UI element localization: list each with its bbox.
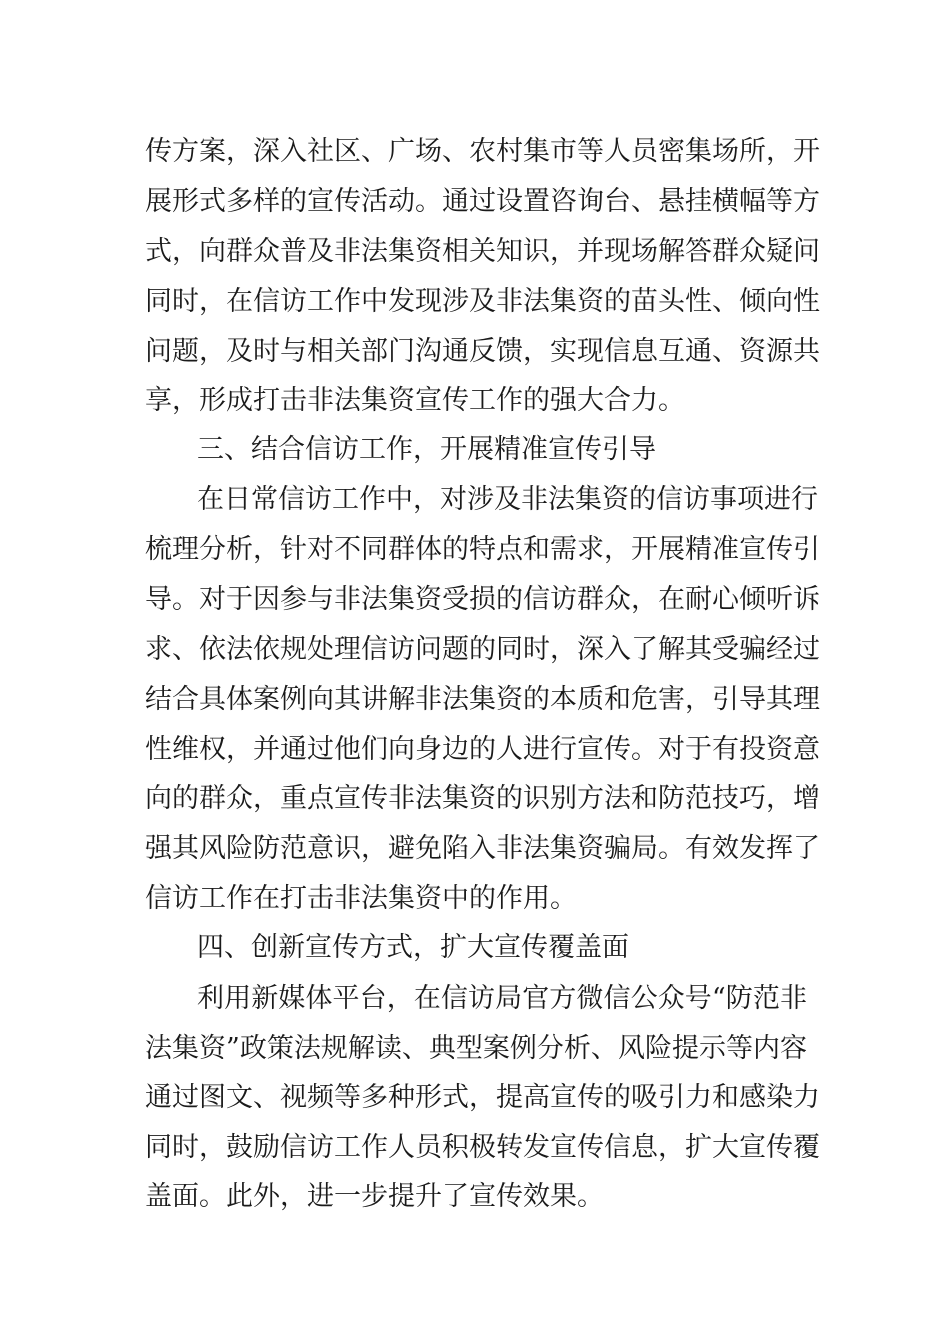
- section-heading-3: 三、结合信访工作，开展精准宣传引导: [197, 434, 656, 465]
- paragraph-2-line-5: 结合具体案例向其讲解非法集资的本质和危害，引导其理: [145, 684, 820, 715]
- paragraph-1-line-2: 展形式多样的宣传活动。通过设置咨询台、悬挂横幅等方: [145, 186, 820, 217]
- paragraph-3-line-2: 法集资”政策法规解读、典型案例分析、风险提示等内容: [145, 1033, 807, 1064]
- paragraph-2-line-2: 梳理分析，针对不同群体的特点和需求，开展精准宣传引: [145, 534, 820, 565]
- paragraph-3-line-5: 盖面。此外，进一步提升了宣传效果。: [145, 1181, 604, 1212]
- paragraph-2-line-7: 向的群众，重点宣传非法集资的识别方法和防范技巧，增: [145, 783, 820, 814]
- paragraph-1-line-5: 问题，及时与相关部门沟通反馈，实现信息互通、资源共: [145, 336, 820, 367]
- paragraph-2-line-9: 信访工作在打击非法集资中的作用。: [145, 883, 577, 914]
- paragraph-3-line-1: 利用新媒体平台，在信访局官方微信公众号“防范非: [197, 983, 807, 1014]
- paragraph-2-line-1: 在日常信访工作中，对涉及非法集资的信访事项进行: [197, 484, 818, 515]
- paragraph-1-line-3: 式，向群众普及非法集资相关知识，并现场解答群众疑问: [145, 236, 820, 267]
- section-heading-4: 四、创新宣传方式，扩大宣传覆盖面: [197, 932, 629, 963]
- paragraph-2-line-3: 导。对于因参与非法集资受损的信访群众，在耐心倾听诉: [145, 584, 820, 615]
- paragraph-2-line-6: 性维权，并通过他们向身边的人进行宣传。对于有投资意: [145, 734, 820, 765]
- paragraph-1-line-1: 传方案，深入社区、广场、农村集市等人员密集场所，开: [145, 136, 820, 167]
- paragraph-3-line-4: 同时，鼓励信访工作人员积极转发宣传信息，扩大宣传覆: [145, 1132, 820, 1163]
- paragraph-1-line-6: 享，形成打击非法集资宣传工作的强大合力。: [145, 385, 685, 416]
- paragraph-2-line-8: 强其风险防范意识，避免陷入非法集资骗局。有效发挥了: [145, 833, 820, 864]
- paragraph-3-line-3: 通过图文、视频等多种形式，提高宣传的吸引力和感染力: [145, 1082, 820, 1113]
- paragraph-1-line-4: 同时，在信访工作中发现涉及非法集资的苗头性、倾向性: [145, 286, 820, 317]
- paragraph-2-line-4: 求、依法依规处理信访问题的同时，深入了解其受骗经过: [145, 634, 820, 665]
